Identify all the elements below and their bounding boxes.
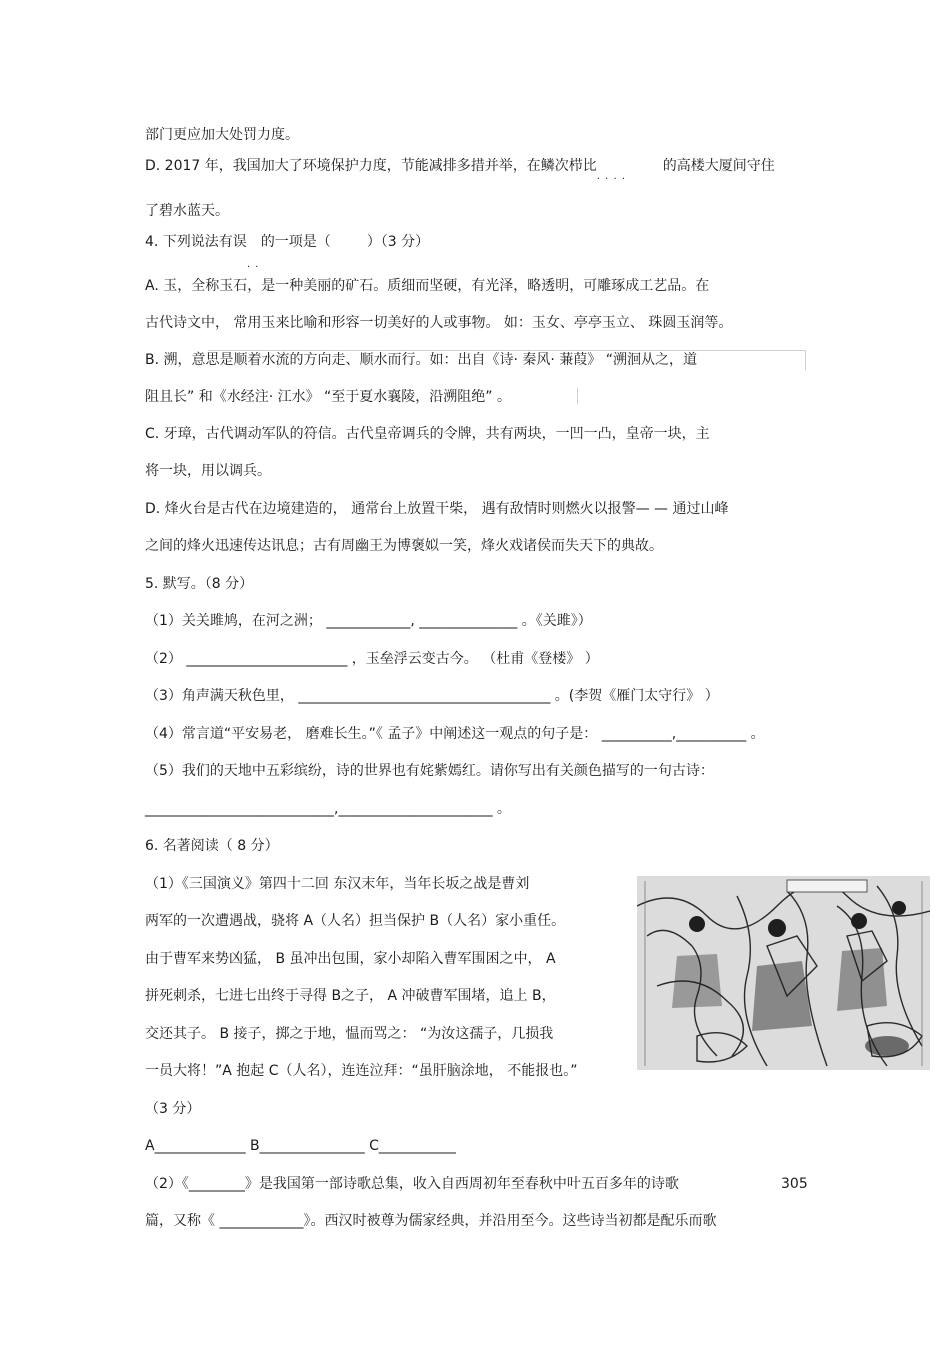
- option-d-line1: D. 烽火台是古代在边境建造的， 通常台上放置干柴， 遇有敌情时则燃火以报警— — 通过山峰: [145, 501, 729, 517]
- illustration-drawing: [637, 876, 930, 1070]
- option-c-line2: 将一块，用以调兵。: [145, 463, 271, 479]
- q5-item-5: （5）我们的天地中五彩缤纷，诗的世界也有姹紫嫣红。请你写出有关颜色描写的一句古诗：: [145, 763, 714, 779]
- option-d-line: [145, 156, 775, 176]
- text-span: 的一项是（: [260, 234, 331, 250]
- text-span: 4. 下列说法有误: [145, 234, 247, 250]
- text-span: ）（3 分）: [366, 234, 430, 250]
- question-6-title: 6. 名著阅读（ 8 分）: [145, 838, 279, 854]
- text-span: 的高楼大厦间守住: [662, 158, 775, 174]
- q6-item-2-line1: [145, 1174, 679, 1194]
- option-c-line1: C. 牙璋，古代调动军队的符信。古代皇帝调兵的令牌，共有两块，一凹一凸，皇帝一块，主: [145, 426, 710, 442]
- question-4-title: [145, 232, 429, 252]
- frame-line: [577, 388, 578, 404]
- q6-para-line: 一员大将！”A 抱起 C（人名），连连泣拜：“虽肝脑涂地， 不能报也。”: [145, 1063, 578, 1079]
- text-span: （2）《________》是我国第一部诗歌总集，收入自西周初年至春秋中叶五百多年的诗歌: [145, 1176, 679, 1192]
- q6-para-line: 两军的一次遭遇战，骁将 A（人名）担当保护 B（人名）家小重任。: [145, 913, 566, 929]
- text-line: 了碧水蓝天。: [145, 203, 229, 219]
- q6-score: （3 分）: [145, 1101, 201, 1117]
- q5-item-1: （1）关关雎鸠，在河之洲； ____________, ______________ 。《关雎》）: [145, 613, 592, 629]
- q5-item-3: （3）角声满天秋色里， ____________________________________ 。(李贺《雁门太守行》 ）: [145, 688, 719, 704]
- option-a-line1: A. 玉，全称玉石，是一种美丽的矿石。质细而坚硬，有光泽，略透明，可雕琢成工艺品。在: [145, 278, 710, 294]
- text-line: 部门更应加大处罚力度。: [145, 127, 299, 143]
- q6-para-line: 由于曹军来势凶猛， B 虽冲出包围，家小却陷入曹军围困之中， A: [145, 951, 556, 967]
- question-5-title: 5. 默写。（8 分）: [145, 576, 254, 592]
- q6-answer-blanks: A_____________ B_______________ C___________: [145, 1138, 456, 1154]
- poem-count: 305: [781, 1176, 808, 1192]
- q5-item-4: （4）常言道“平安易老， 磨难长生。”《 孟子》中阐述这一观点的句子是： __________,__________ 。: [145, 726, 765, 742]
- text-span: D. 2017 年，我国加大了环境保护力度，节能减排多措并举，在鳞次栉比: [145, 158, 597, 174]
- option-b-line2: 阻且长” 和《水经注· 江水》 “至于夏水襄陵，沿溯阻绝” 。: [145, 389, 512, 405]
- q5-item-2: （2） _______________________ ，玉垒浮云变古今。 （杜甫《登楼》 ）: [145, 651, 599, 667]
- q5-item-5-blanks: ___________________________,______________________ 。: [145, 801, 511, 817]
- option-a-line2: 古代诗文中， 常用玉来比喻和形容一切美好的人或事物。 如：玉女、亭亭玉立、 珠圆玉润等。: [145, 315, 733, 331]
- q6-para-line: 交还其子。 B 接子，掷之于地，愠而骂之： “为汝这孺子，几损我: [145, 1026, 554, 1042]
- option-b-line1: B. 溯，意思是顺着水流的方向走、顺水而行。如：出自《诗· 秦风· 蒹葭》 “溯洄从之，道: [145, 352, 698, 368]
- q6-item-2-line2: 篇，又称《 ____________》。西汉时被尊为儒家经典，并沿用至今。这些诗当初都是配乐而歌: [145, 1213, 717, 1229]
- three-kingdoms-illustration: [637, 876, 930, 1070]
- emphasis-dots: [597, 158, 663, 174]
- option-d-line2: 之间的烽火迅速传达讯息；古有周幽王为博褒姒一笑，烽火戏诸侯而失天下的典故。: [145, 538, 663, 554]
- q6-para-line: （1）《三国演义》第四十二回 东汉末年，当年长坂之战是曹刘: [145, 876, 530, 892]
- q6-para-line: 拼死刺杀，七进七出终于寻得 B之子， A 冲破曹军围堵，追上 B，: [145, 988, 556, 1004]
